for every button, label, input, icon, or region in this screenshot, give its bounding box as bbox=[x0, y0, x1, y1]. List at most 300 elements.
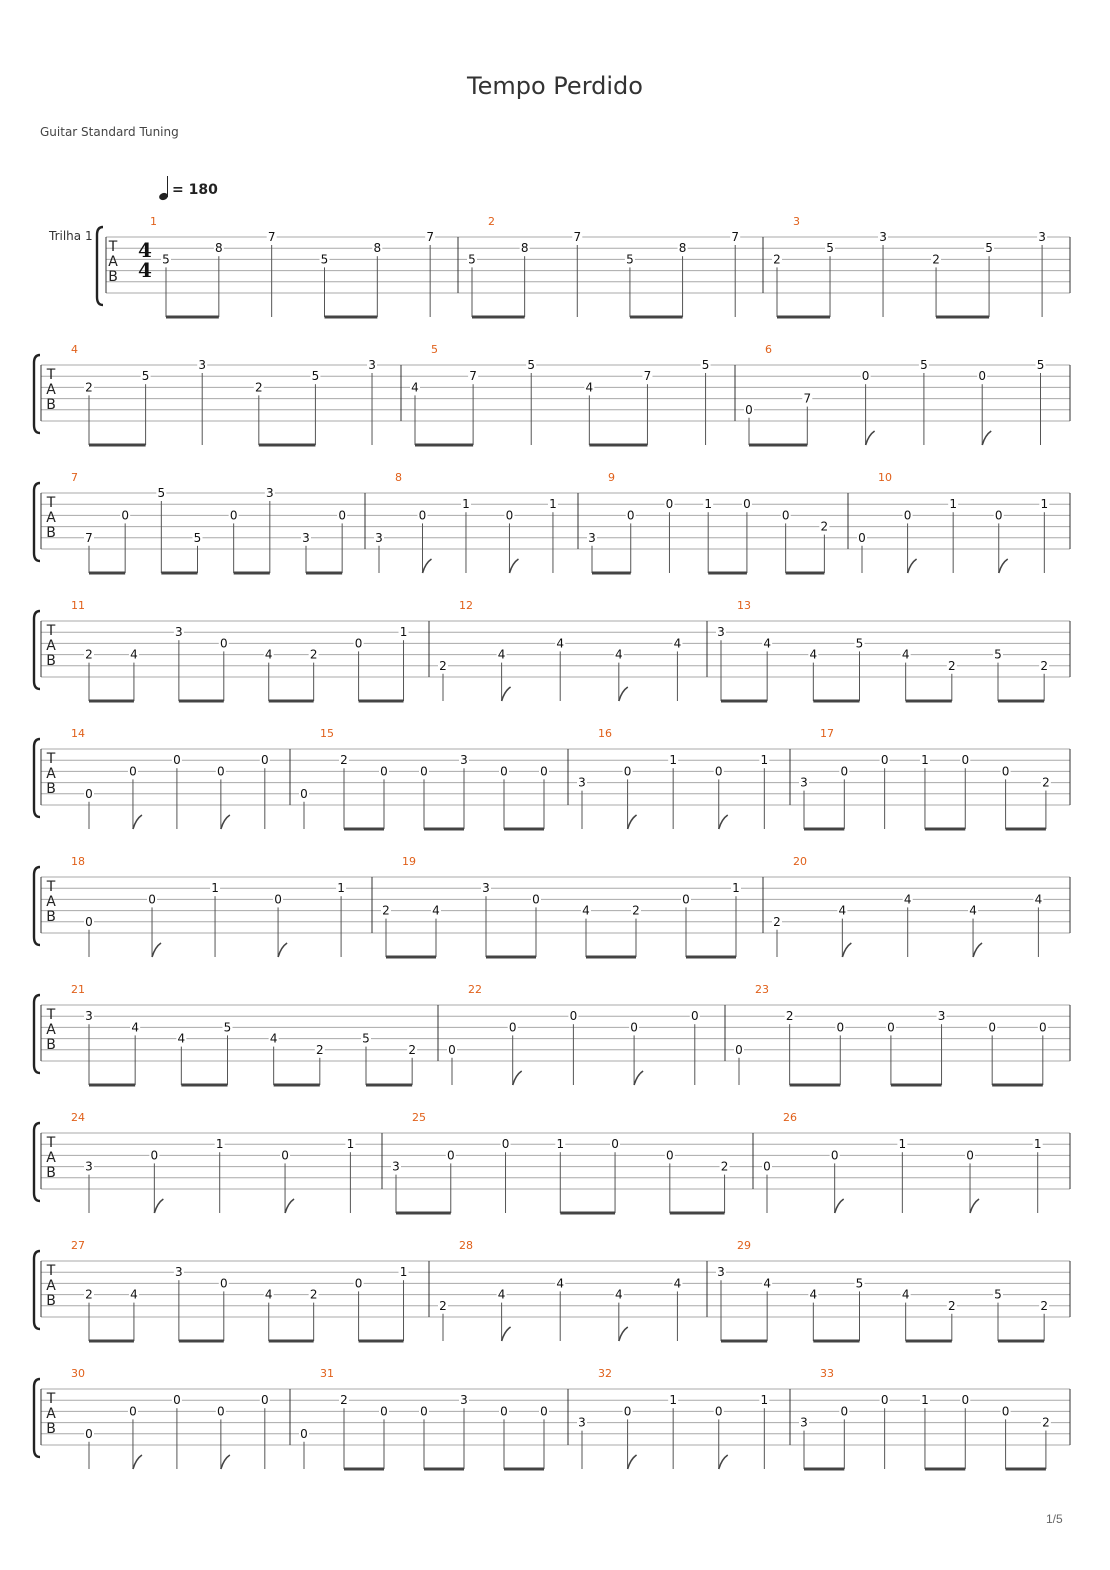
fret-number: 2 bbox=[316, 1042, 324, 1057]
fret-number: 2 bbox=[820, 519, 829, 534]
fret-number: 5 bbox=[527, 358, 536, 372]
tab-clef-letter: B bbox=[46, 397, 56, 413]
tab-clef-letter: A bbox=[46, 382, 56, 398]
fret-number: 2 bbox=[1040, 1298, 1048, 1313]
fret-number: 4 bbox=[582, 903, 590, 918]
fret-number: 0 bbox=[129, 764, 137, 779]
fret-number: 0 bbox=[540, 1404, 548, 1419]
tab-clef-letter: B bbox=[46, 525, 56, 541]
fret-number: 5 bbox=[320, 252, 329, 267]
fret-number: 0 bbox=[281, 1148, 289, 1163]
fret-number: 2 bbox=[309, 647, 318, 662]
measure-number: 14 bbox=[71, 727, 85, 740]
fret-number: 4 bbox=[809, 1287, 818, 1302]
fret-number: 7 bbox=[573, 230, 582, 244]
fret-number: 3 bbox=[937, 1009, 946, 1024]
fret-number: 3 bbox=[392, 1159, 400, 1174]
fret-number: 7 bbox=[469, 369, 477, 384]
fret-number: 4 bbox=[497, 1287, 506, 1302]
fret-number: 3 bbox=[175, 625, 183, 640]
measure-number: 26 bbox=[783, 1111, 797, 1124]
fret-number: 3 bbox=[578, 1415, 586, 1430]
fret-number: 4 bbox=[969, 903, 977, 918]
fret-number: 0 bbox=[836, 1020, 845, 1035]
fret-number: 2 bbox=[773, 252, 781, 267]
fret-number: 0 bbox=[611, 1137, 619, 1152]
fret-number: 0 bbox=[260, 1393, 269, 1408]
fret-number: 7 bbox=[731, 230, 740, 244]
fret-number: 0 bbox=[300, 786, 308, 801]
fret-number: 4 bbox=[903, 892, 912, 907]
fret-number: 0 bbox=[714, 1404, 723, 1419]
tab-clef-letter: B bbox=[46, 781, 56, 797]
tab-system bbox=[34, 1239, 1070, 1341]
fret-number: 1 bbox=[399, 1265, 408, 1280]
fret-number: 3 bbox=[578, 775, 586, 790]
system-bracket bbox=[34, 1123, 40, 1201]
measure-number: 33 bbox=[820, 1367, 834, 1380]
fret-number: 5 bbox=[994, 647, 1002, 662]
tab-clef-letter: B bbox=[46, 1421, 56, 1437]
measure-number: 13 bbox=[737, 599, 751, 612]
fret-number: 0 bbox=[300, 1426, 308, 1441]
fret-number: 0 bbox=[85, 1426, 93, 1441]
fret-number: 2 bbox=[1042, 775, 1050, 790]
measure-number: 12 bbox=[459, 599, 473, 612]
fret-number: 2 bbox=[1040, 658, 1048, 673]
tab-clef-letter: B bbox=[46, 1165, 56, 1181]
measure-number: 3 bbox=[793, 215, 800, 228]
fret-number: 5 bbox=[468, 252, 476, 267]
fret-number: 4 bbox=[177, 1031, 186, 1046]
system-bracket bbox=[34, 483, 40, 561]
fret-number: 0 bbox=[260, 753, 269, 768]
system-bracket bbox=[34, 739, 40, 817]
tab-system bbox=[34, 343, 1070, 445]
fret-number: 0 bbox=[85, 914, 93, 929]
eighth-flag bbox=[999, 559, 1008, 573]
fret-number: 2 bbox=[340, 753, 348, 768]
fret-number: 0 bbox=[380, 1404, 388, 1419]
fret-number: 2 bbox=[1042, 1415, 1050, 1430]
fret-number: 1 bbox=[346, 1137, 355, 1152]
tab-clef-letter: T bbox=[108, 239, 118, 255]
fret-number: 0 bbox=[229, 508, 238, 523]
tab-clef-letter: A bbox=[46, 510, 56, 526]
fret-number: 0 bbox=[505, 508, 514, 523]
fret-number: 3 bbox=[588, 530, 596, 545]
fret-number: 5 bbox=[1036, 358, 1045, 372]
eighth-flag bbox=[502, 687, 511, 701]
fret-number: 4 bbox=[901, 1287, 910, 1302]
fret-number: 1 bbox=[921, 1393, 929, 1408]
fret-number: 2 bbox=[439, 658, 447, 673]
fret-number: 3 bbox=[368, 358, 376, 372]
fret-number: 4 bbox=[809, 647, 818, 662]
fret-number: 2 bbox=[932, 252, 940, 267]
measure-number: 16 bbox=[598, 727, 612, 740]
fret-number: 7 bbox=[426, 230, 434, 244]
eighth-flag bbox=[908, 559, 917, 573]
measure-number: 30 bbox=[71, 1367, 85, 1380]
fret-number: 0 bbox=[420, 1404, 428, 1419]
fret-number: 3 bbox=[800, 1415, 808, 1430]
fret-number: 0 bbox=[173, 753, 181, 768]
fret-number: 4 bbox=[763, 1276, 771, 1291]
fret-number: 5 bbox=[162, 252, 170, 267]
tab-clef-letter: T bbox=[46, 1391, 56, 1407]
fret-number: 0 bbox=[623, 1404, 632, 1419]
fret-number: 5 bbox=[855, 1276, 864, 1291]
tab-clef-letter: A bbox=[46, 1406, 56, 1422]
fret-number: 2 bbox=[720, 1159, 729, 1174]
eighth-flag bbox=[719, 1455, 728, 1469]
fret-number: 0 bbox=[1038, 1020, 1047, 1035]
fret-number: 0 bbox=[830, 1148, 839, 1163]
fret-number: 0 bbox=[745, 402, 753, 417]
tab-clef-letter: A bbox=[108, 254, 118, 270]
fret-number: 0 bbox=[217, 764, 225, 779]
fret-number: 4 bbox=[497, 647, 506, 662]
fret-number: 0 bbox=[1001, 1404, 1010, 1419]
eighth-flag bbox=[619, 1327, 628, 1341]
fret-number: 0 bbox=[763, 1159, 771, 1174]
time-signature-digit: 4 bbox=[138, 238, 152, 262]
fret-number: 2 bbox=[948, 1298, 956, 1313]
fret-number: 3 bbox=[375, 530, 383, 545]
eighth-flag bbox=[842, 943, 851, 957]
eighth-flag bbox=[154, 1199, 163, 1213]
fret-number: 3 bbox=[460, 1393, 468, 1408]
measure-number: 31 bbox=[320, 1367, 334, 1380]
fret-number: 8 bbox=[678, 241, 687, 256]
tab-clef-letter: A bbox=[46, 1022, 56, 1038]
measure-number: 18 bbox=[71, 855, 85, 868]
fret-number: 1 bbox=[337, 881, 345, 896]
fret-number: 0 bbox=[500, 1404, 508, 1419]
fret-number: 8 bbox=[520, 241, 529, 256]
fret-number: 0 bbox=[880, 753, 889, 768]
eighth-flag bbox=[152, 943, 161, 957]
fret-number: 2 bbox=[632, 903, 640, 918]
fret-number: 2 bbox=[340, 1393, 348, 1408]
fret-number: 3 bbox=[85, 1159, 93, 1174]
fret-number: 2 bbox=[85, 1287, 93, 1302]
measure-number: 10 bbox=[878, 471, 892, 484]
fret-number: 4 bbox=[763, 636, 771, 651]
tab-clef-letter: T bbox=[46, 1007, 56, 1023]
fret-number: 0 bbox=[569, 1009, 578, 1024]
fret-number: 7 bbox=[85, 530, 93, 545]
measure-number: 32 bbox=[598, 1367, 612, 1380]
tab-clef-letter: T bbox=[46, 879, 56, 895]
eighth-flag bbox=[285, 1199, 294, 1213]
measure-number: 19 bbox=[402, 855, 416, 868]
fret-number: 4 bbox=[901, 647, 910, 662]
system-bracket bbox=[34, 867, 40, 945]
tab-system bbox=[34, 983, 1070, 1085]
fret-number: 4 bbox=[130, 1287, 138, 1302]
fret-number: 3 bbox=[302, 530, 310, 545]
fret-number: 5 bbox=[362, 1031, 370, 1046]
tab-clef-letter: T bbox=[46, 1135, 56, 1151]
fret-number: 5 bbox=[920, 358, 928, 372]
fret-number: 0 bbox=[690, 1009, 699, 1024]
measure-number: 17 bbox=[820, 727, 834, 740]
tab-clef-letter: T bbox=[46, 367, 56, 383]
fret-number: 3 bbox=[717, 1265, 725, 1280]
fret-number: 4 bbox=[130, 647, 138, 662]
eighth-flag bbox=[509, 559, 518, 573]
tempo-value: = 180 bbox=[172, 182, 218, 198]
fret-number: 0 bbox=[354, 1276, 363, 1291]
fret-number: 4 bbox=[838, 903, 847, 918]
fret-number: 1 bbox=[1033, 1137, 1042, 1152]
fret-number: 0 bbox=[903, 508, 912, 523]
fret-number: 2 bbox=[85, 647, 93, 662]
fret-number: 1 bbox=[669, 1393, 677, 1408]
page-number: 1/5 bbox=[1046, 1512, 1063, 1526]
fret-number: 0 bbox=[988, 1020, 996, 1035]
fret-number: 1 bbox=[215, 1137, 224, 1152]
measure-number: 2 bbox=[488, 215, 495, 228]
eighth-flag bbox=[221, 1455, 230, 1469]
eighth-flag bbox=[278, 943, 287, 957]
tab-clef-letter: T bbox=[46, 1263, 56, 1279]
fret-number: 3 bbox=[175, 1265, 183, 1280]
fret-number: 8 bbox=[373, 241, 382, 256]
fret-number: 0 bbox=[217, 1404, 225, 1419]
fret-number: 4 bbox=[673, 1276, 682, 1291]
system-bracket bbox=[97, 227, 103, 305]
eighth-flag bbox=[422, 559, 431, 573]
fret-number: 7 bbox=[803, 391, 812, 406]
measure-number: 15 bbox=[320, 727, 334, 740]
eighth-flag bbox=[502, 1327, 511, 1341]
fret-number: 3 bbox=[460, 753, 468, 768]
fret-number: 0 bbox=[129, 1404, 137, 1419]
fret-number: 2 bbox=[948, 658, 956, 673]
measure-number: 21 bbox=[71, 983, 85, 996]
eighth-flag bbox=[634, 1071, 643, 1085]
tab-clef-letter: B bbox=[46, 653, 56, 669]
fret-number: 4 bbox=[411, 380, 419, 395]
tab-system bbox=[34, 599, 1070, 701]
measure-number: 24 bbox=[71, 1111, 85, 1124]
tab-system bbox=[34, 855, 1070, 957]
fret-number: 2 bbox=[254, 380, 263, 395]
measure-number: 23 bbox=[755, 983, 769, 996]
tab-clef-letter: B bbox=[108, 269, 118, 285]
measure-number: 20 bbox=[793, 855, 807, 868]
fret-number: 0 bbox=[966, 1148, 974, 1163]
fret-number: 0 bbox=[858, 530, 866, 545]
fret-number: 0 bbox=[420, 764, 428, 779]
fret-number: 3 bbox=[800, 775, 808, 790]
tab-system bbox=[34, 1367, 1070, 1469]
fret-number: 0 bbox=[173, 1393, 181, 1408]
fret-number: 0 bbox=[682, 892, 690, 907]
tuning-label: Guitar Standard Tuning bbox=[40, 125, 179, 139]
tab-system bbox=[34, 727, 1070, 829]
eighth-flag bbox=[866, 431, 875, 445]
fret-number: 0 bbox=[85, 786, 93, 801]
fret-number: 0 bbox=[448, 1042, 456, 1057]
measure-number: 11 bbox=[71, 599, 85, 612]
fret-number: 0 bbox=[887, 1020, 895, 1035]
fret-number: 0 bbox=[781, 508, 790, 523]
fret-number: 5 bbox=[855, 636, 864, 651]
measure-number: 5 bbox=[431, 343, 438, 356]
fret-number: 3 bbox=[717, 625, 725, 640]
eighth-flag bbox=[628, 815, 637, 829]
fret-number: 0 bbox=[840, 1404, 849, 1419]
fret-number: 4 bbox=[556, 636, 565, 651]
fret-number: 5 bbox=[994, 1287, 1002, 1302]
tab-clef-letter: A bbox=[46, 1278, 56, 1294]
tab-clef-letter: A bbox=[46, 638, 56, 654]
fret-number: 0 bbox=[501, 1137, 510, 1152]
fret-number: 3 bbox=[1038, 230, 1046, 244]
fret-number: 0 bbox=[354, 636, 363, 651]
measure-number: 25 bbox=[412, 1111, 426, 1124]
fret-number: 2 bbox=[785, 1009, 794, 1024]
track-name: Trilha 1 bbox=[49, 229, 93, 243]
fret-number: 0 bbox=[532, 892, 540, 907]
fret-number: 4 bbox=[614, 647, 623, 662]
fret-number: 0 bbox=[274, 892, 282, 907]
eighth-flag bbox=[719, 815, 728, 829]
fret-number: 2 bbox=[408, 1042, 416, 1057]
system-bracket bbox=[34, 611, 40, 689]
fret-number: 1 bbox=[949, 497, 957, 512]
fret-number: 0 bbox=[743, 497, 751, 512]
fret-number: 5 bbox=[311, 369, 320, 384]
fret-number: 0 bbox=[380, 764, 388, 779]
fret-number: 4 bbox=[1034, 892, 1043, 907]
fret-number: 0 bbox=[665, 1148, 674, 1163]
eighth-flag bbox=[628, 1455, 637, 1469]
measure-number: 29 bbox=[737, 1239, 751, 1252]
tab-clef-letter: B bbox=[46, 1037, 56, 1053]
tab-system bbox=[34, 471, 1070, 573]
fret-number: 5 bbox=[157, 486, 166, 500]
fret-number: 1 bbox=[704, 497, 713, 512]
fret-number: 0 bbox=[880, 1393, 889, 1408]
fret-number: 5 bbox=[193, 530, 202, 545]
fret-number: 0 bbox=[978, 369, 987, 384]
fret-number: 4 bbox=[614, 1287, 623, 1302]
tab-clef-letter: T bbox=[46, 751, 56, 767]
tab-clef-letter: T bbox=[46, 495, 56, 511]
measure-number: 22 bbox=[468, 983, 482, 996]
system-bracket bbox=[34, 995, 40, 1073]
measure-number: 4 bbox=[71, 343, 78, 356]
eighth-flag bbox=[133, 1455, 142, 1469]
tab-clef-letter: B bbox=[46, 909, 56, 925]
fret-number: 0 bbox=[665, 497, 674, 512]
system-bracket bbox=[34, 355, 40, 433]
tab-clef-letter: A bbox=[46, 1150, 56, 1166]
fret-number: 0 bbox=[735, 1042, 743, 1057]
fret-number: 0 bbox=[961, 753, 970, 768]
eighth-flag bbox=[982, 431, 991, 445]
fret-number: 0 bbox=[508, 1020, 517, 1035]
fret-number: 0 bbox=[148, 892, 156, 907]
fret-number: 4 bbox=[585, 380, 594, 395]
eighth-flag bbox=[973, 943, 982, 957]
measure-number: 1 bbox=[150, 215, 157, 228]
fret-number: 1 bbox=[462, 497, 470, 512]
measure-number: 9 bbox=[608, 471, 615, 484]
fret-number: 3 bbox=[266, 486, 274, 500]
fret-number: 5 bbox=[826, 241, 834, 256]
fret-number: 1 bbox=[898, 1137, 907, 1152]
fret-number: 1 bbox=[211, 881, 219, 896]
fret-number: 1 bbox=[921, 753, 929, 768]
fret-number: 1 bbox=[760, 1393, 769, 1408]
fret-number: 4 bbox=[264, 647, 273, 662]
eighth-flag bbox=[835, 1199, 844, 1213]
fret-number: 4 bbox=[264, 1287, 273, 1302]
fret-number: 1 bbox=[1040, 497, 1049, 512]
fret-number: 7 bbox=[267, 230, 276, 244]
fret-number: 1 bbox=[399, 625, 408, 640]
eighth-flag bbox=[221, 815, 230, 829]
measure-number: 28 bbox=[459, 1239, 473, 1252]
fret-number: 8 bbox=[215, 241, 223, 256]
fret-number: 0 bbox=[861, 369, 870, 384]
fret-number: 2 bbox=[382, 903, 390, 918]
fret-number: 0 bbox=[540, 764, 548, 779]
system-bracket bbox=[34, 1379, 40, 1457]
fret-number: 0 bbox=[994, 508, 1003, 523]
eighth-flag bbox=[970, 1199, 979, 1213]
fret-number: 1 bbox=[732, 881, 740, 896]
fret-number: 4 bbox=[269, 1031, 278, 1046]
fret-number: 1 bbox=[760, 753, 769, 768]
tab-clef-letter: A bbox=[46, 894, 56, 910]
time-signature-digit: 4 bbox=[138, 258, 152, 282]
tab-system bbox=[34, 1111, 1070, 1213]
fret-number: 5 bbox=[223, 1020, 232, 1035]
tab-clef-letter: T bbox=[46, 623, 56, 639]
tab-clef-letter: B bbox=[46, 1293, 56, 1309]
fret-number: 0 bbox=[623, 764, 632, 779]
fret-number: 0 bbox=[500, 764, 508, 779]
fret-number: 3 bbox=[482, 881, 490, 896]
fret-number: 1 bbox=[549, 497, 557, 512]
tab-clef-letter: A bbox=[46, 766, 56, 782]
fret-number: 0 bbox=[418, 508, 427, 523]
fret-number: 0 bbox=[961, 1393, 970, 1408]
fret-number: 0 bbox=[840, 764, 849, 779]
eighth-flag bbox=[513, 1071, 522, 1085]
fret-number: 0 bbox=[219, 636, 228, 651]
fret-number: 3 bbox=[85, 1009, 93, 1024]
fret-number: 3 bbox=[198, 358, 207, 372]
fret-number: 2 bbox=[309, 1287, 318, 1302]
fret-number: 5 bbox=[985, 241, 993, 256]
fret-number: 5 bbox=[141, 369, 150, 384]
tab-system bbox=[97, 215, 1070, 317]
score-title: Tempo Perdido bbox=[467, 72, 643, 100]
measure-number: 7 bbox=[71, 471, 78, 484]
fret-number: 0 bbox=[446, 1148, 455, 1163]
fret-number: 0 bbox=[714, 764, 723, 779]
system-bracket bbox=[34, 1251, 40, 1329]
fret-number: 2 bbox=[439, 1298, 447, 1313]
